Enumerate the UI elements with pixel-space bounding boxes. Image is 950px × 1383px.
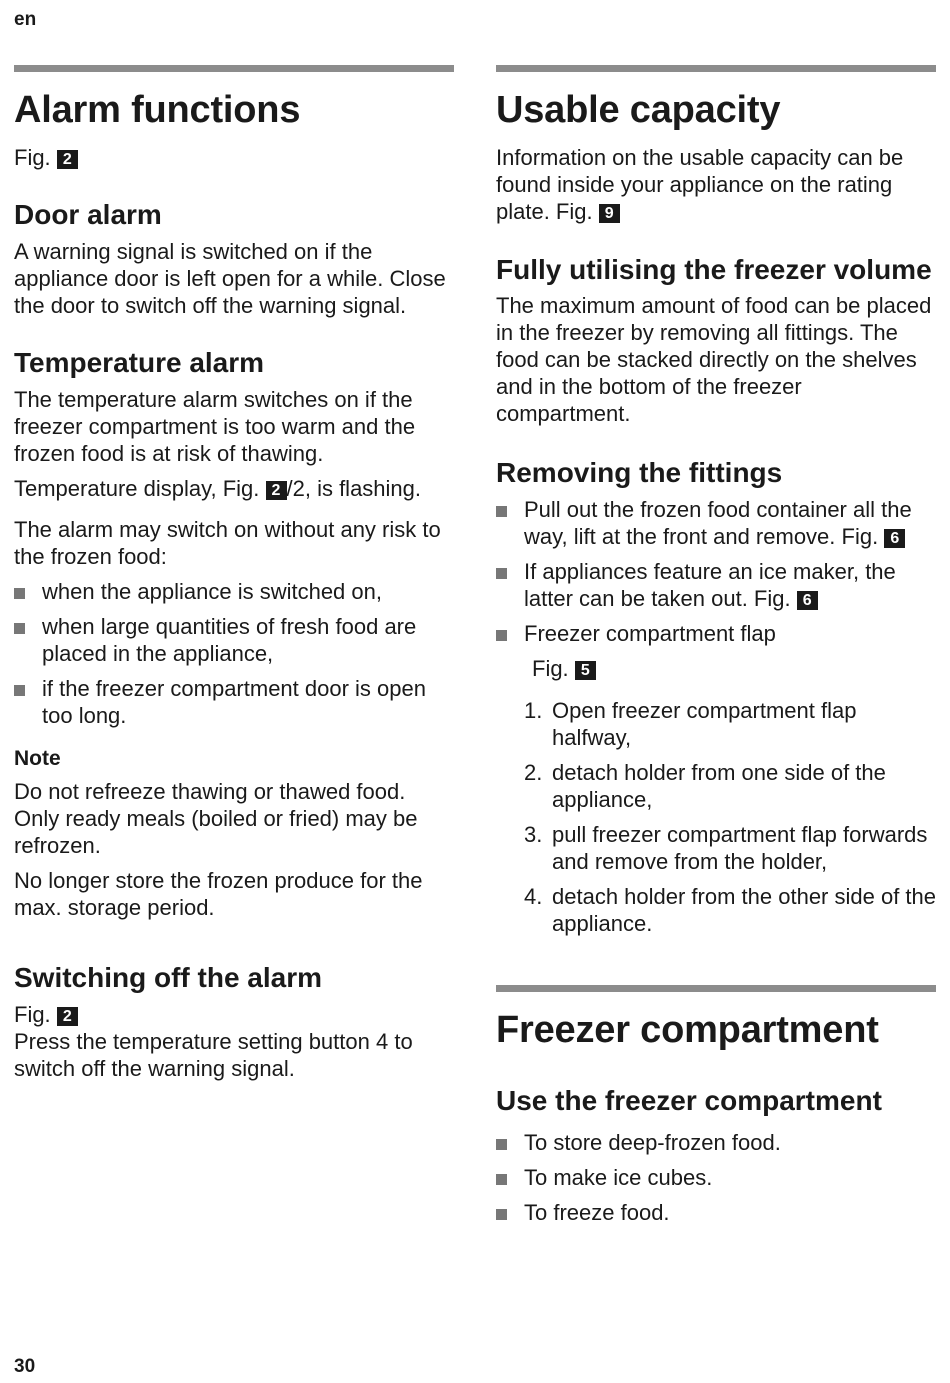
figure-number-badge: 9 (599, 204, 620, 223)
section-divider (496, 65, 936, 72)
list-item: To make ice cubes. (496, 1164, 936, 1191)
section-divider (14, 65, 454, 72)
switching-off-fig-ref: Fig. 2 (14, 1001, 454, 1028)
removing-fittings-list (496, 496, 936, 647)
alarm-functions-title: Alarm functions (14, 89, 301, 131)
language-label: en (14, 9, 37, 30)
square-bullet-icon (14, 685, 25, 696)
switching-off-heading: Switching off the alarm (14, 962, 323, 993)
freezer-compartment-title: Freezer compartment (496, 1009, 879, 1051)
note-text-storage: No longer store the frozen produce for the max. storage period. (14, 868, 423, 920)
figure-number-badge: 6 (884, 529, 905, 548)
note-heading: Note (14, 747, 61, 770)
alarm-risk-text: The alarm may switch on without any risk to the frozen food: (14, 517, 441, 569)
figure-number-badge: 2 (266, 481, 287, 500)
right-column (496, 65, 936, 1226)
list-item: To freeze food. (496, 1199, 936, 1226)
square-bullet-icon (496, 1209, 507, 1220)
temperature-alarm-heading: Temperature alarm (14, 347, 265, 378)
alarm-fig-ref: Fig. 2 (14, 144, 454, 171)
list-item: when the appliance is switched on, (14, 578, 454, 605)
switching-off-text: Press the temperature setting button 4 to switch off the warning signal. (14, 1029, 413, 1081)
page-number: 30 (14, 1356, 36, 1377)
list-item: If appliances feature an ice maker, the latter can be taken out. Fig. 6 (496, 558, 936, 612)
square-bullet-icon (496, 1139, 507, 1150)
freezer-uses-list (496, 1129, 936, 1226)
figure-number-badge: 2 (57, 150, 78, 169)
list-item: if the freezer compartment door is open too long. (14, 675, 454, 729)
list-item: Pull out the frozen food container all the way, lift at the front and remove. Fig. 6 (496, 496, 936, 550)
section-divider (496, 985, 936, 992)
square-bullet-icon (496, 568, 507, 579)
temperature-alarm-text: The temperature alarm switches on if the freezer compartment is too warm and the frozen food is at risk of thawing. (14, 387, 416, 466)
step-item: 2. detach holder from one side of the appliance, (524, 760, 886, 812)
square-bullet-icon (496, 630, 507, 641)
left-column (14, 65, 454, 1082)
fully-utilising-text: The maximum amount of food can be placed in the freezer by removing all fittings. The food can be stacked directly on the shelves and in the bottom of the freezer compartment. (496, 293, 932, 426)
step-item: 1. Open freezer compartment flap halfway, (524, 698, 857, 750)
figure-number-badge: 6 (797, 591, 818, 610)
figure-number-badge: 5 (575, 661, 596, 680)
flap-removal-steps (496, 697, 936, 937)
removing-fittings-heading: Removing the fittings (496, 457, 783, 488)
temperature-display-text: Temperature display, Fig. 2 /2, is flashing. (14, 476, 422, 501)
use-freezer-heading: Use the freezer compartment (496, 1085, 882, 1116)
door-alarm-text: A warning signal is switched on if the appliance door is left open for a while. Close the door to switch off the warning signal. (14, 239, 446, 318)
figure-number-badge: 2 (57, 1007, 78, 1026)
list-item: Freezer compartment flap (496, 620, 936, 647)
door-alarm-heading: Door alarm (14, 199, 162, 230)
square-bullet-icon (14, 623, 25, 634)
square-bullet-icon (14, 588, 25, 599)
square-bullet-icon (496, 506, 507, 517)
note-text-refreeze: Do not refreeze thawing or thawed food. Only ready meals (boiled or fried) may be refrozen. (14, 779, 418, 858)
fully-utilising-heading: Fully utilising the freezer volume (496, 254, 932, 285)
square-bullet-icon (496, 1174, 507, 1185)
step-item: 4. detach holder from the other side of the appliance. (524, 884, 937, 936)
step-item: 3. pull freezer compartment flap forwards and remove from the holder, (524, 822, 928, 874)
flap-fig-ref: Fig. 5 (496, 655, 936, 682)
usable-capacity-title: Usable capacity (496, 89, 781, 131)
list-item: when large quantities of fresh food are placed in the appliance, (14, 613, 454, 667)
alarm-conditions-list (14, 578, 454, 729)
list-item: To store deep-frozen food. (496, 1129, 936, 1156)
usable-capacity-text: Information on the usable capacity can be found inside your appliance on the rating plate. Fig. 9 (496, 145, 904, 224)
